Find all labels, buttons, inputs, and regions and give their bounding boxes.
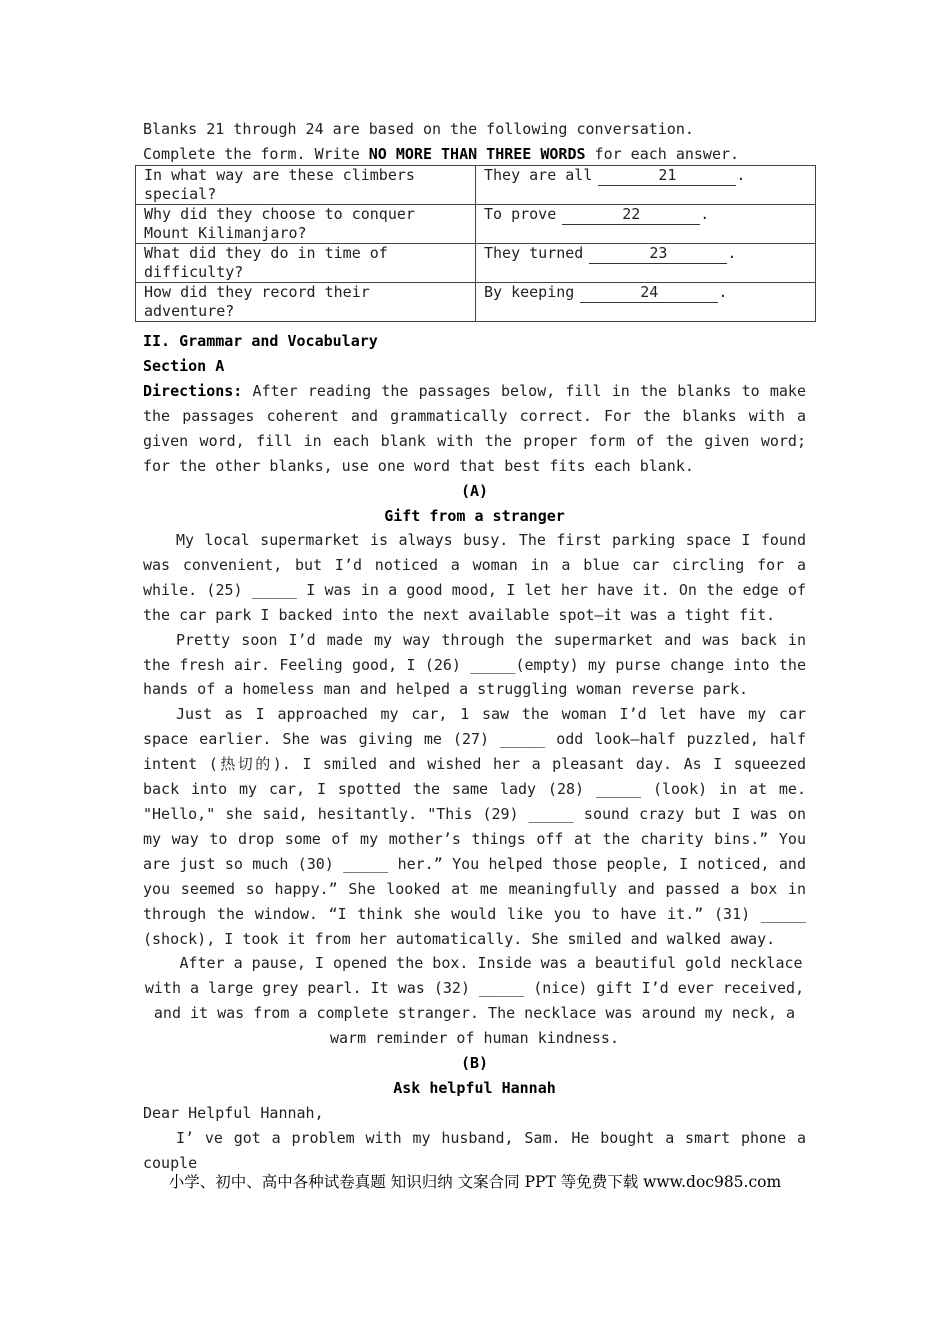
form-answer <box>476 244 816 283</box>
form-answer <box>476 166 816 205</box>
section-subtitle: Section A <box>143 357 225 375</box>
passage-paragraph: My local supermarket is always busy. The first parking space I found was convenient, but I’d noticed a woman in a blue car circling for a while. (25) _____ I was in a good mood, I let her have it. On the edge of the car park I backed into the next available spot—it was a tight fit. <box>143 531 806 624</box>
table-row <box>136 166 816 205</box>
directions-label: Directions: <box>143 382 243 400</box>
table-row <box>136 283 816 322</box>
answer-prefix: They turned <box>484 244 584 262</box>
answer-blank[interactable]: 23 <box>589 244 727 264</box>
answer-prefix: To prove <box>484 205 557 223</box>
form-question: Why did they choose to conquer Mount Kilimanjaro? <box>136 205 476 244</box>
intro-text-end: for each answer. <box>585 145 740 163</box>
passage-a-label: (A) <box>460 482 489 500</box>
page-footer: 小学、初中、高中各种试卷真题 知识归纳 文案合同 PPT 等免费下载 www.doc985.com <box>168 1173 782 1191</box>
passage-b-greeting: Dear Helpful Hannah, <box>143 1104 324 1122</box>
answer-prefix: By keeping <box>484 283 575 301</box>
intro-line-2 <box>143 142 739 167</box>
form-answer <box>476 205 816 244</box>
answer-prefix: They are all <box>484 166 593 184</box>
answer-blank[interactable]: 21 <box>598 166 736 186</box>
passage-b-title: Ask helpful Hannah <box>393 1079 556 1097</box>
passage-paragraph: After a pause, I opened the box. Inside was a beautiful gold necklace with a large grey pearl. It was (32) _____ (nice) gift I’d ever received, and it was from a complete stranger. The necklace was around my neck, a warm reminder of human kindness. <box>144 954 805 1048</box>
answer-suffix: . <box>718 283 728 301</box>
answer-blank[interactable]: 22 <box>562 205 700 225</box>
passage-paragraph: Just as I approached my car, 1 saw the woman I’d let have my car space earlier. She was giving me (27) _____ odd look—half puzzled, half intent (热切的). I smiled and wished her a pleasant day. As I squeezed back into my car, I spotted the same lady (28) _____ (look) in at me. "Hello," she said, hesitantly. "This (29) _____ sound crazy but I was on my way to drop some of my mother’s things off at the charity bins.” You are just so much (30) _____ her.” You helped those people, I noticed, and you seemed so happy.” She looked at me meaningfully and passed a box in through the window. “I think she would like you to have it.” (31) _____ (shock), I took it from her automatically. She smiled and walked away. <box>143 705 806 948</box>
directions <box>143 379 806 479</box>
answer-suffix: . <box>700 205 710 223</box>
directions-text: After reading the passages below, fill in the blanks to make the passages coherent and grammatically correct. For the blanks with a given word, fill in each blank with the proper form of the given word; for the other blanks, use one word that best fits each blank. <box>143 382 806 475</box>
passage-paragraph: Pretty soon I’d made my way through the supermarket and was back in the fresh air. Feeling good, I (26) _____(empty) my purse change into the hands of a homeless man and helped a struggling woman reverse park. <box>143 630 806 699</box>
table-row <box>136 244 816 283</box>
form-answer <box>476 283 816 322</box>
intro-line-1: Blanks 21 through 24 are based on the following conversation. <box>143 120 694 138</box>
answer-suffix: . <box>727 244 737 262</box>
form-question: What did they do in time of difficulty? <box>136 244 476 283</box>
intro-text: Complete the form. Write <box>143 145 369 163</box>
table-row <box>136 205 816 244</box>
passage-b-body <box>143 1126 806 1176</box>
passage-b-label: (B) <box>460 1054 489 1072</box>
section-title: II. Grammar and Vocabulary <box>143 332 378 350</box>
answer-form-table <box>135 165 816 322</box>
form-question: In what way are these climbers special? <box>136 166 476 205</box>
passage-a-title: Gift from a stranger <box>384 507 565 525</box>
answer-blank[interactable]: 24 <box>580 283 718 303</box>
answer-suffix: . <box>736 166 746 184</box>
intro-emphasis: NO MORE THAN THREE WORDS <box>368 145 586 163</box>
passage-a-body <box>143 528 806 1051</box>
passage-paragraph: I’ ve got a problem with my husband, Sam. He bought a smart phone a couple <box>143 1129 806 1172</box>
form-question: How did they record their adventure? <box>136 283 476 322</box>
